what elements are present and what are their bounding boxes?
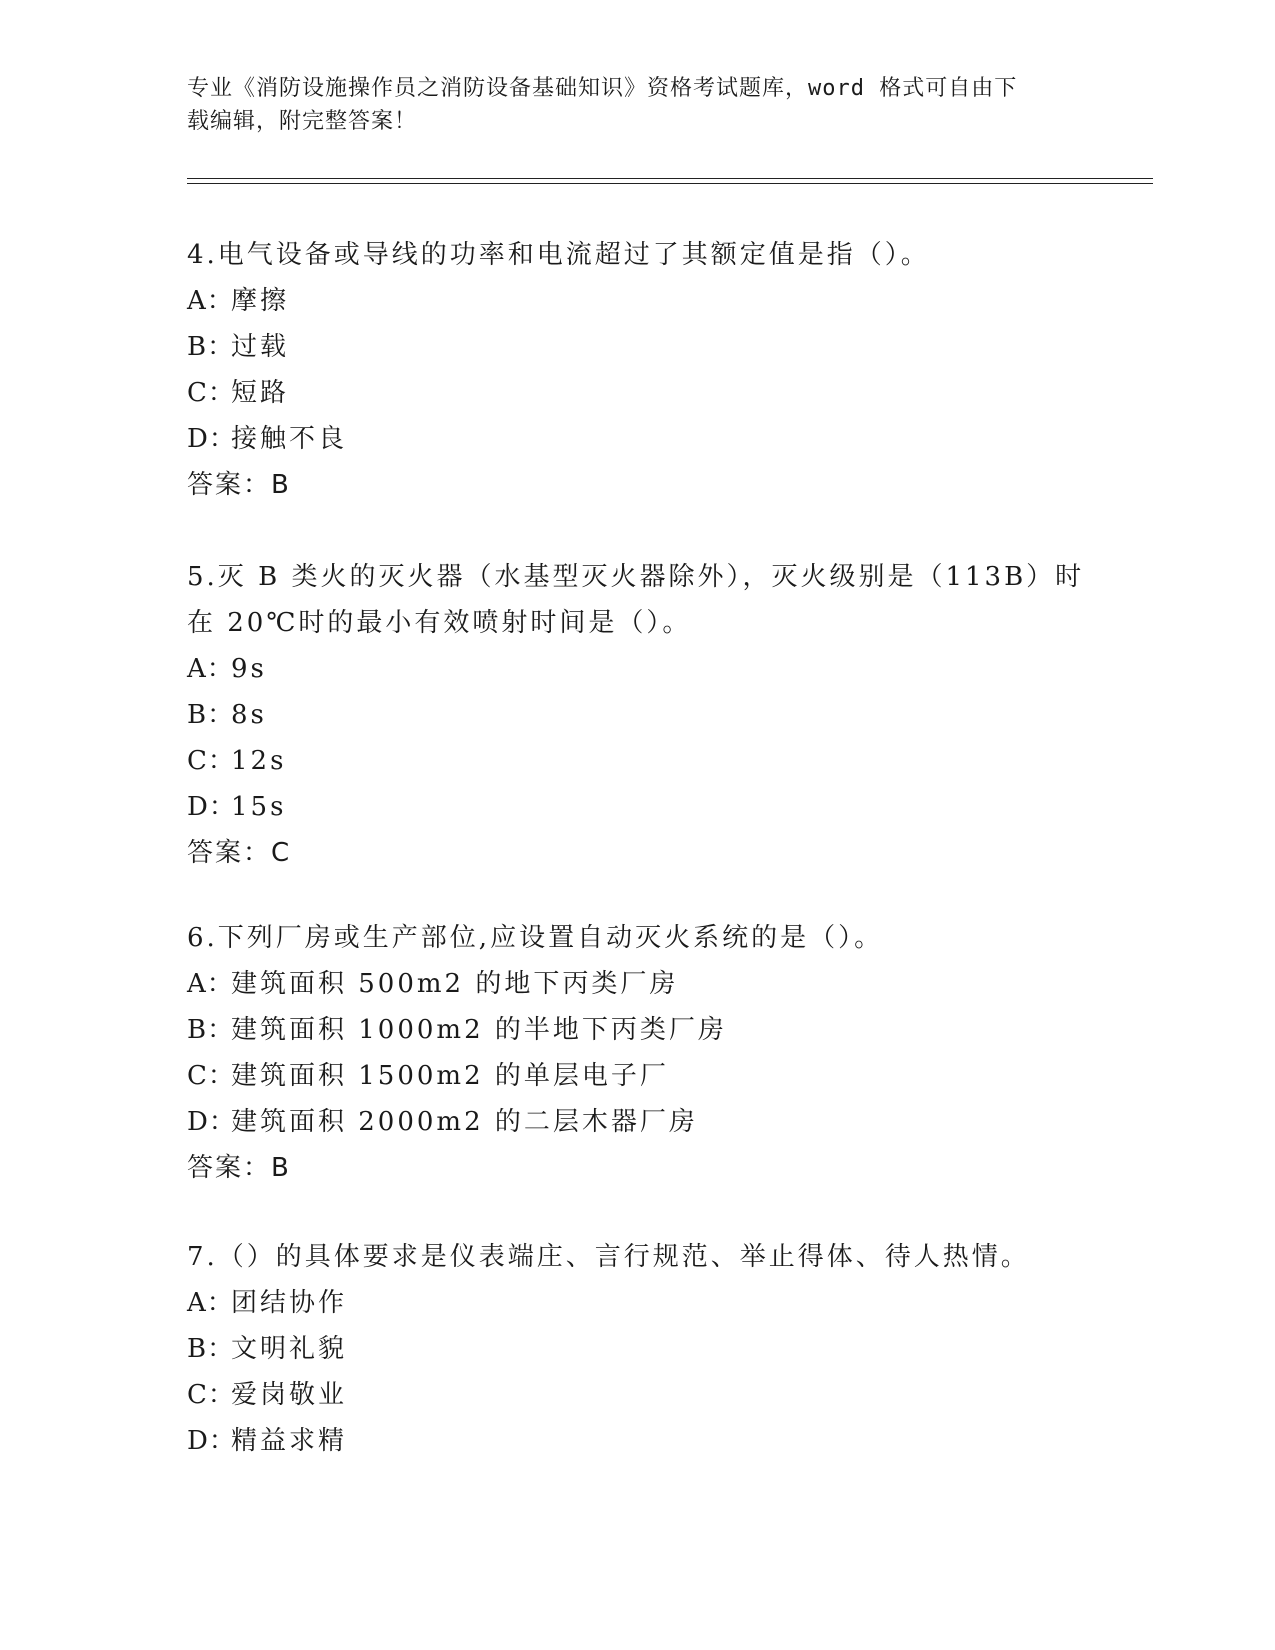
- option-key: A：: [187, 969, 234, 999]
- option-text: 短路: [231, 378, 290, 408]
- option-text: 建筑面积 1000m2 的半地下丙类厂房: [231, 1015, 727, 1045]
- question-stem-line-1: 5.灭 B 类火的灭火器（水基型灭火器除外），灭火级别是（113B）时: [187, 562, 1085, 592]
- option-a: [187, 961, 1087, 1007]
- answer-line: 答案：B: [187, 470, 291, 500]
- option-c: [187, 370, 1087, 416]
- option-a: [187, 646, 1087, 692]
- option-text: 接触不良: [231, 424, 348, 454]
- option-key: D：: [187, 424, 236, 454]
- option-key: D：: [187, 1426, 236, 1456]
- question-5: [187, 554, 1087, 876]
- option-text: 文明礼貌: [231, 1334, 348, 1364]
- option-key: B：: [187, 332, 235, 362]
- option-c: [187, 738, 1087, 784]
- option-key: A：: [187, 1288, 234, 1318]
- option-d: [187, 1418, 1087, 1464]
- option-text: 8s: [231, 700, 267, 730]
- option-key: C：: [187, 746, 235, 776]
- question-stem: 7.（）的具体要求是仪表端庄、言行规范、举止得体、待人热情。: [187, 1242, 1030, 1272]
- question-4: [187, 232, 1087, 508]
- option-b: [187, 1326, 1087, 1372]
- option-d: [187, 784, 1087, 830]
- option-c: [187, 1053, 1087, 1099]
- answer-line: 答案：C: [187, 838, 292, 868]
- option-text: 15s: [231, 792, 287, 822]
- question-stem-line-2: 在 20℃时的最小有效喷射时间是（）。: [187, 608, 692, 638]
- option-text: 12s: [231, 746, 287, 776]
- option-key: B：: [187, 700, 235, 730]
- question-6: [187, 915, 1087, 1191]
- option-key: C：: [187, 1380, 235, 1410]
- header-divider-bottom: [187, 183, 1153, 184]
- option-key: C：: [187, 1061, 235, 1091]
- option-text: 爱岗敬业: [231, 1380, 348, 1410]
- option-d: [187, 416, 1087, 462]
- option-a: [187, 1280, 1087, 1326]
- option-b: [187, 692, 1087, 738]
- option-b: [187, 324, 1087, 370]
- option-text: 建筑面积 2000m2 的二层木器厂房: [231, 1107, 698, 1137]
- option-b: [187, 1007, 1087, 1053]
- option-text: 团结协作: [231, 1288, 348, 1318]
- option-key: D：: [187, 1107, 236, 1137]
- option-key: B：: [187, 1015, 235, 1045]
- question-7: [187, 1234, 1087, 1464]
- option-key: D：: [187, 792, 236, 822]
- document-header: [187, 72, 1087, 138]
- header-divider-top: [187, 178, 1153, 179]
- header-line-2: 载编辑，附完整答案！: [187, 109, 418, 134]
- option-key: A：: [187, 286, 234, 316]
- option-c: [187, 1372, 1087, 1418]
- option-key: C：: [187, 378, 235, 408]
- option-text: 摩擦: [231, 286, 290, 316]
- option-text: 过载: [231, 332, 290, 362]
- answer-line: 答案：B: [187, 1153, 291, 1183]
- option-a: [187, 278, 1087, 324]
- option-text: 建筑面积 1500m2 的单层电子厂: [231, 1061, 669, 1091]
- option-text: 精益求精: [231, 1426, 348, 1456]
- header-line-1: 专业《消防设施操作员之消防设备基础知识》资格考试题库，word 格式可自由下: [187, 76, 1018, 101]
- option-text: 9s: [231, 654, 267, 684]
- question-stem: 4.电气设备或导线的功率和电流超过了其额定值是指（）。: [187, 240, 930, 270]
- question-stem: 6.下列厂房或生产部位,应设置自动灭火系统的是（）。: [187, 923, 884, 953]
- option-d: [187, 1099, 1087, 1145]
- option-key: B：: [187, 1334, 235, 1364]
- option-text: 建筑面积 500m2 的地下丙类厂房: [231, 969, 679, 999]
- option-key: A：: [187, 654, 234, 684]
